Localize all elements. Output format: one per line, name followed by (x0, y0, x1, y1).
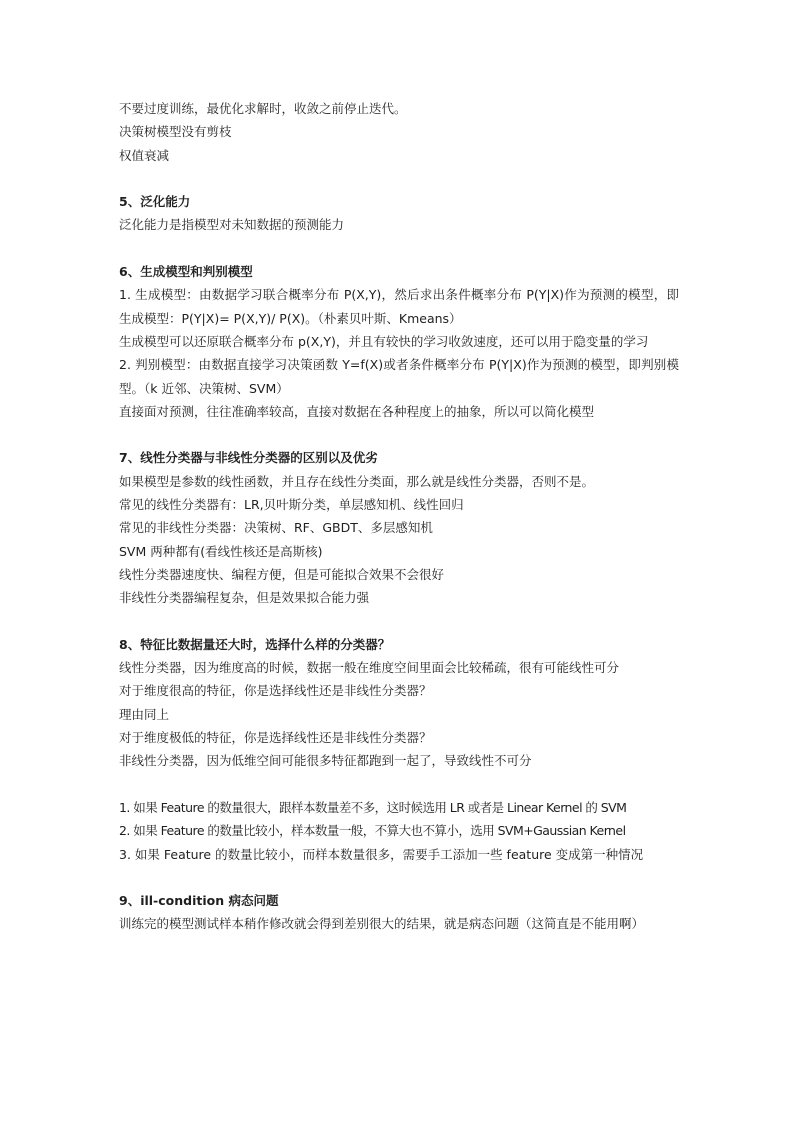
spacer (119, 866, 679, 889)
section-5-heading: 5、泛化能力 (119, 194, 191, 210)
intro-line-1: 不要过度训练，最优化求解时，收敛之前停止迭代。 (119, 101, 407, 116)
section-8-list-item-2: 2. 如果 Feature 的数量比较小，样本数量一般，不算大也不算小，选用 SVM+Gaussian Kernel (119, 823, 626, 839)
section-7-paragraph-4: SVM 两种都有(看线性核还是高斯核) (119, 543, 323, 559)
spacer (119, 167, 679, 190)
section-8-paragraph-5: 非线性分类器，因为低维空间可能很多特征都跑到一起了，导致线性不可分 (119, 753, 532, 769)
section-7-paragraph-6: 非线性分类器编程复杂，但是效果拟合能力强 (119, 590, 370, 606)
section-7-paragraph-5: 线性分类器速度快、编程方便，但是可能拟合效果不会很好 (119, 566, 445, 582)
spacer (119, 423, 679, 446)
spacer (119, 610, 679, 633)
section-7-paragraph-3: 常见的非线性分类器：决策树、RF、GBDT、多层感知机 (119, 520, 433, 536)
section-8-list-item-1: 1. 如果 Feature 的数量很大，跟样本数量差不多，这时候选用 LR 或者是 Linear Kernel 的 SVM (119, 799, 627, 815)
section-8-list-item-3: 3. 如果 Feature 的数量比较小，而样本数量很多，需要手工添加一些 feature 变成第一种情况 (119, 846, 644, 862)
intro-line-2: 决策树模型没有剪枝 (119, 124, 232, 140)
section-8-paragraph-1: 线性分类器，因为维度高的时候，数据一般在维度空间里面会比较稀疏，很有可能线性可分 (119, 660, 620, 676)
section-6-paragraph-3: 2. 判别模型：由数据直接学习决策函数 Y=f(X)或者条件概率分布 P(Y|X)作为预测的模型，即判别模型。（k 近邻、决策树、SVM） (119, 357, 679, 396)
section-8-paragraph-4: 对于维度极低的特征，你是选择线性还是非线性分类器？ (119, 730, 432, 746)
intro-line-3: 权值衰减 (119, 147, 170, 163)
document-body (119, 97, 679, 936)
section-8-heading: 8、特征比数据量还大时，选择什么样的分类器？ (119, 636, 391, 652)
section-7-heading: 7、线性分类器与非线性分类器的区别以及优劣 (119, 450, 378, 466)
section-8-paragraph-3: 理由同上 (119, 706, 170, 722)
spacer (119, 237, 679, 260)
section-6-paragraph-4: 直接面对预测，往往准确率较高，直接对数据在各种程度上的抽象，所以可以简化模型 (119, 403, 595, 419)
section-8-paragraph-2: 对于维度很高的特征，你是选择线性还是非线性分类器？ (119, 683, 432, 699)
section-6-paragraph-2: 生成模型可以还原联合概率分布 p(X,Y)，并且有较快的学习收敛速度，还可以用于隐变量的学习 (119, 333, 649, 349)
section-7-paragraph-2: 常见的线性分类器有：LR,贝叶斯分类，单层感知机、线性回归 (119, 497, 464, 513)
section-7-paragraph-1: 如果模型是参数的线性函数，并且存在线性分类面，那么就是线性分类器，否则不是。 (119, 473, 595, 489)
section-6-paragraph-1: 1. 生成模型：由数据学习联合概率分布 P(X,Y)，然后求出条件概率分布 P(Y|X)作为预测的模型，即生成模型：P(Y|X)= P(X,Y)/ P(X)。（朴素贝叶斯、Kmeans） (119, 287, 679, 326)
spacer (119, 773, 679, 796)
section-9-paragraph-1: 训练完的模型测试样本稍作修改就会得到差别很大的结果，就是病态问题（这简直是不能用啊） (119, 916, 645, 932)
section-6-heading: 6、生成模型和判别模型 (119, 264, 253, 280)
section-9-heading: 9、ill-condition 病态问题 (119, 893, 279, 909)
section-5-paragraph: 泛化能力是指模型对未知数据的预测能力 (119, 217, 345, 233)
